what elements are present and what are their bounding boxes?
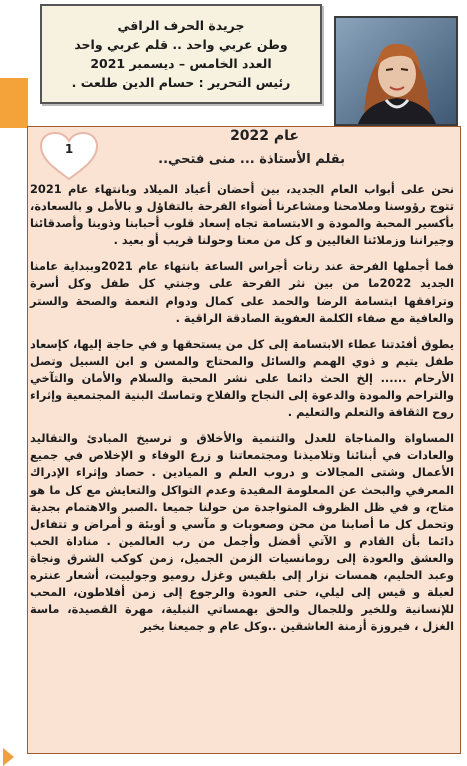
newspaper-slogan: وطن عربي واحد .. قلم عربي واحد [74,37,288,52]
article-body [30,181,454,644]
article-byline: بقلم الأستاذة ... منى فتحي.. [158,152,345,167]
editor-in-chief: رئيس التحرير : حسام الدين طلعت . [71,75,291,90]
article-paragraph: المساواة والمناجاة للعدل والتنمية والأخلاق و ترسيخ المبادئ والتقاليد والعادات في أبنائنا وتلاميذنا ومجتمعاتنا و زرع الوفاء و الإخلاص في جميع الأعمال وشتى المجالات و دروب العلم و الميادين . حصاد وإثراء الإدراك المعرفي والبحث عن المعلومة المفيدة وعدم التواكل والتعايش مع كل ما هو متاح، و في ظل الظروف المتواجدة من حولنا جميعا .الصبر والاهتمام بجدية وتحمل كل ما أصابنا من محن وصعوبات و مآسي و أوبئة و أمراض و تتفاءل دائما بأن القادم و الآتي أفضل وأجمل من رب العالمين . مناداة الحب والعشق والعودة إلى رومانسيات الزمن الجميل، زمن كوكب الشرق ونجاة وعبد الحليم، همسات نزار إلى بلقيس وغزل روميو وجولييت، أشعار عنتره لعبلة و قيس إلى ليلي، حتى العودة والرجوع إلى زمن أفلاطون، المحب للإنسانية وللخير وللجمال والحق بهمساتي النبلية، مهرة القصيدة، ماسة الغزل ، فيروزة أزمنة العاشقين ..وكل عام و جميعنا بخير [30,431,454,634]
issue-info: العدد الخامس – ديسمبر 2021 [90,56,272,71]
page-number: 1 [64,142,74,156]
article-paragraph: فما أجملها الفرحة عند رنات أجراس الساعة بانتهاء عام 2021وببداية عامنا الجديد 2022ما من بين نثر الفرحة على وجنتي كل طفل وكل أسرة وترافقها ابتسامة الرضا والحمد على كمال ودوام النعمة والصحة والستر والعافية مع صفاء الكلمة العفوية الصادقة الراقية . [30,259,454,325]
decorative-arrow-icon [3,748,14,766]
article-paragraph: يطوق أفئدتنا عطاء الابتسامة إلى كل من يستحقها و في حاجة إليها، كإسعاد طفل يتيم و ذوي الهمم والسائل والمحتاج والمسن و ابن السبيل وتصل الأرحام ...... إلخ الحث دائما على نشر المحبة والسلام والأمان والتآخي والتراحم والمودة والدعوة إلى النجاح والفلاح وتماسك البنية المجتمعية وإثراء روح الثقافة والتعلم والتعليم . [30,336,454,420]
article-title: عام 2022 [230,128,299,144]
decorative-orange-bar [0,78,28,128]
heart-icon [38,130,100,182]
author-photo [334,16,458,126]
newspaper-header [40,4,322,104]
article-paragraph: نحن على أبواب العام الجديد، بين أحضان أعياد الميلاد وبانتهاء عام 2021 تتوج رؤوسنا وملامحنا ومشاعرنا أضواء الفرحة بالتفاؤل و بالأمل و بالسعادة، بأكسير المحبة والمودة و الابتسامة تجاه إسعاد قلوب أحبابنا وذوينا وأصدقائنا وجيراننا وزملائنا الغاليين و كل من معنا وحولنا قريب أو بعيد . [30,182,454,248]
newspaper-name: جريدة الحرف الراقي [117,18,245,33]
